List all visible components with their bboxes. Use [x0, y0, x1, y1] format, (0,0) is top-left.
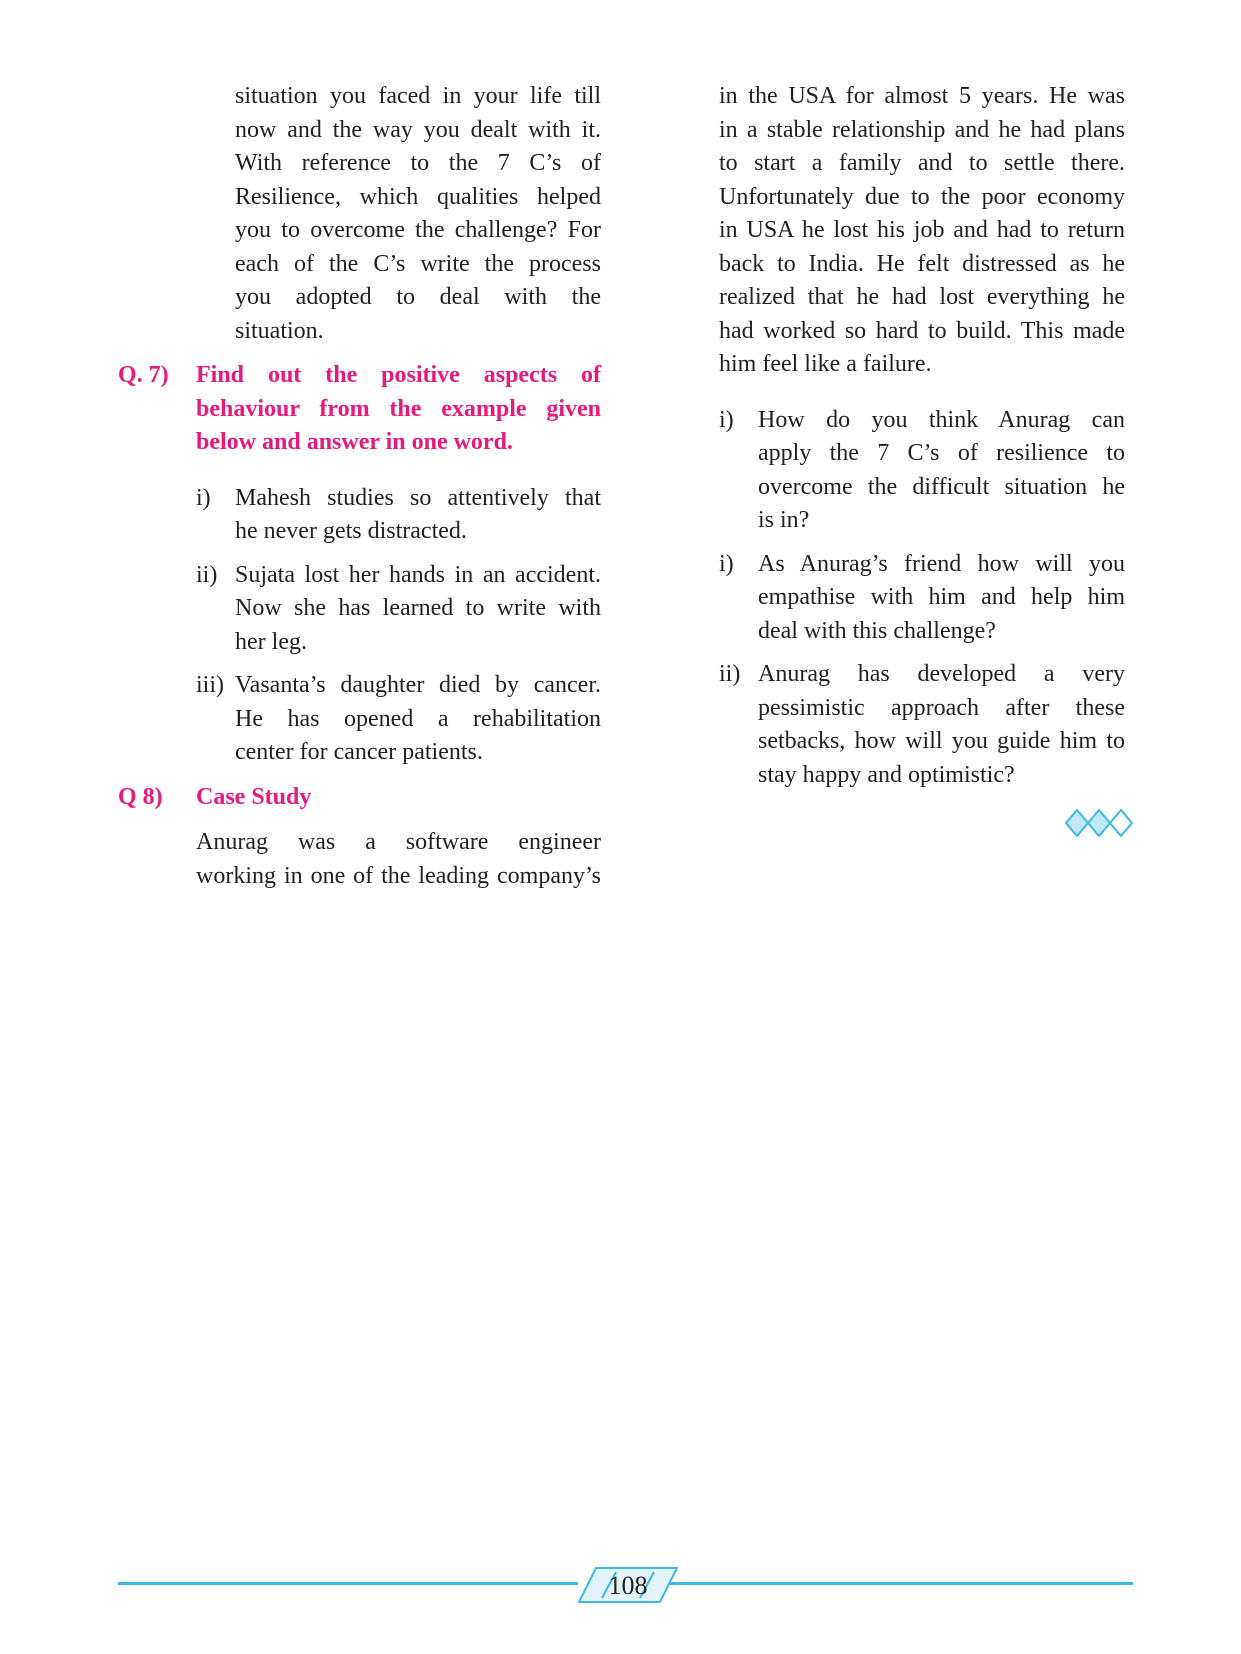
text-line: now and the way you dealt with it.	[235, 116, 601, 143]
item-number: iii)	[196, 672, 224, 698]
text-line: pessimistic approach after these	[758, 694, 1125, 721]
text-line: you to overcome the challenge? For	[235, 217, 601, 243]
list-item	[719, 548, 1125, 649]
intro-paragraph	[118, 80, 601, 348]
text-line: situation.	[235, 317, 324, 344]
text-line: situation you faced in your life till	[235, 83, 601, 109]
text-line: He has opened a rehabilitation	[235, 705, 601, 732]
text-line: Anurag has developed a very	[758, 661, 1125, 687]
text-line: Vasanta’s daughter died by cancer.	[235, 672, 601, 698]
text-line: in a stable relationship and he had plans	[719, 116, 1125, 143]
left-column	[118, 80, 601, 893]
list-item	[196, 669, 601, 770]
list-item	[196, 482, 601, 549]
text-line: center for cancer patients.	[235, 739, 483, 765]
text-line: deal with this challenge?	[758, 617, 996, 644]
footer-rule-right	[668, 1582, 1133, 1585]
text-line: Anurag was a software engineer	[196, 829, 601, 855]
text-line: working in one of the leading company’s	[196, 862, 601, 889]
right-column	[719, 80, 1125, 792]
text-line: had worked so hard to build. This made	[719, 317, 1125, 344]
list-item	[719, 658, 1125, 792]
heading-line: behaviour from the example given	[196, 395, 601, 422]
text-line: Resilience, which qualities helped	[235, 183, 601, 210]
text-line: he never gets distracted.	[235, 518, 467, 544]
text-line: you adopted to deal with the	[235, 284, 601, 310]
heading-line: Find out the positive aspects of	[196, 362, 601, 388]
footer-rule-left	[118, 1582, 578, 1585]
text-line: each of the C’s write the process	[235, 250, 601, 277]
text-line: As Anurag’s friend how will you	[758, 550, 1125, 577]
question-7-heading	[118, 359, 601, 460]
list-item	[196, 559, 601, 660]
text-line: stay happy and optimistic?	[758, 761, 1015, 788]
text-line: empathise with him and help him	[758, 584, 1125, 610]
text-line: overcome the difficult situation he	[758, 473, 1125, 500]
item-number: ii)	[196, 561, 218, 588]
text-line: Now she has learned to write with	[235, 595, 601, 621]
text-line: in USA he lost his job and had to return	[719, 217, 1125, 243]
text-line: How do you think Anurag can	[758, 406, 1125, 433]
item-number: i)	[196, 484, 211, 511]
text-line: Mahesh studies so attentively that	[235, 484, 601, 511]
item-number: ii)	[719, 661, 741, 687]
text-line: is in?	[758, 507, 810, 533]
question-number: Q 8)	[118, 783, 163, 810]
text-line: setbacks, how will you guide him to	[758, 728, 1125, 754]
item-number: i)	[719, 550, 734, 577]
text-line: Sujata lost her hands in an accident.	[235, 561, 601, 588]
list-item	[719, 404, 1125, 538]
question-number: Q. 7)	[118, 362, 169, 388]
text-line: apply the 7 C’s of resilience to	[758, 440, 1125, 466]
case-study-paragraph	[118, 826, 601, 893]
heading-line: below and answer in one word.	[196, 429, 513, 455]
text-line: realized that he had lost everything he	[719, 284, 1125, 310]
text-line: With reference to the 7 C’s of	[235, 150, 601, 176]
diamond-ornament-icon	[1065, 808, 1133, 838]
text-line: him feel like a failure.	[719, 351, 932, 377]
page-number: 108	[608, 1571, 648, 1600]
text-line: to start a family and to settle there.	[719, 150, 1125, 176]
heading-line: Case Study	[196, 783, 312, 810]
text-line: back to India. He felt distressed as he	[719, 250, 1125, 277]
question-8-heading	[118, 781, 601, 815]
case-study-continuation	[719, 80, 1125, 382]
text-line: Unfortunately due to the poor economy	[719, 183, 1125, 210]
text-line: in the USA for almost 5 years. He was	[719, 83, 1125, 109]
item-number: i)	[719, 406, 734, 433]
text-line: her leg.	[235, 628, 307, 655]
